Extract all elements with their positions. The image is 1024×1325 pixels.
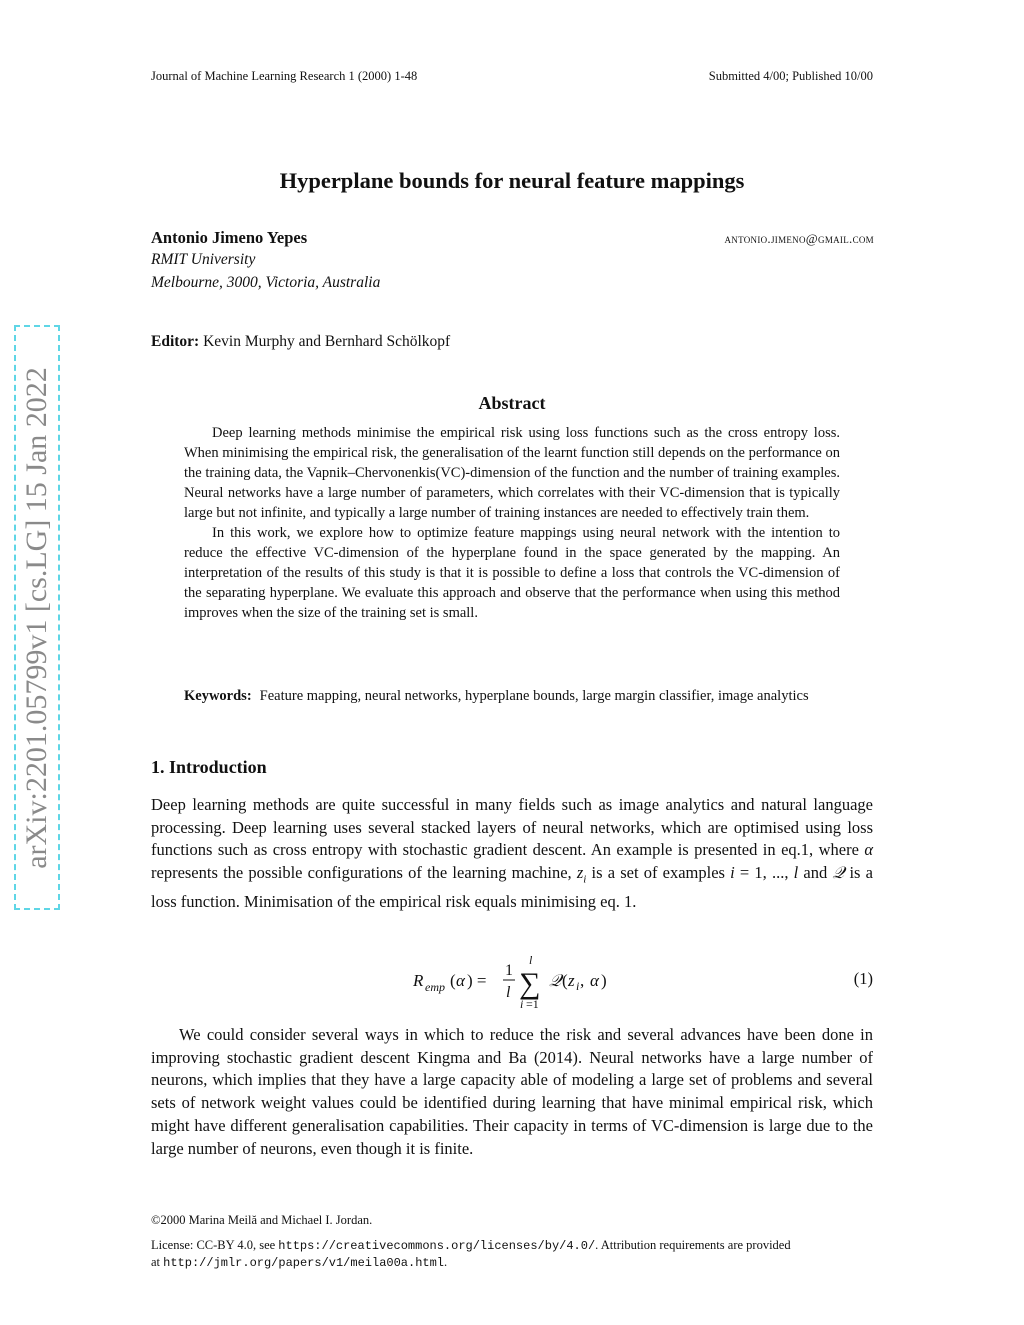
svg-text:l: l [506,984,511,1001]
abstract-body [184,423,840,623]
keywords [184,686,840,706]
license-line-2: at http://jmlr.org/papers/v1/meila00a.html. [151,1255,448,1270]
journal-header: Journal of Machine Learning Research 1 (2000) 1-48 [151,69,418,83]
author-affiliation: RMIT University [151,251,256,268]
section-heading-introduction: 1. Introduction [151,757,267,777]
editor-names: Kevin Murphy and Bernhard Schölkopf [203,333,451,350]
copyright-notice: ©2000 Marina Meilă and Michael I. Jordan. [151,1213,373,1227]
svg-text:,: , [580,971,585,990]
intro-paragraph-1: Deep learning methods are quite successful in many fields such as image analytics and natural language processing. Deep learning uses several stacked layers of neural networks, which are optimised using loss functions such as cross entropy with stochastic gradient descent. An example is presented in eq.1, where α represents the possible configurations of the learning machine, $z_i$ is a set of examples i = 1, ..., l and 𝒬 is a loss function. Minimisation of the empirical risk equals minimising eq. 1. [151,795,873,912]
keywords-list: Feature mapping, neural networks, hyperplane bounds, large margin classifier, image analytics [259,688,809,704]
svg-text:z: z [568,971,575,990]
svg-text:emp: emp [425,980,445,994]
abstract-paragraph-2: In this work, we explore how to optimize feature mappings using neural network with the intention to reduce the effective VC-dimension of the hyperplane found in the space generated by the mapping. An interpretation of the results of this study is that it is possible to define a loss that controls the VC-dimension of the separating hyperplane. We evaluate this approach and observe that the performance when using this method improves when the size of the training set is small. [184,525,840,621]
equation-number: (1) [853,969,873,988]
citation-year[interactable]: (2014) [533,1047,578,1067]
arxiv-id[interactable]: arXiv:2201.05799v1 [cs.LG] 15 Jan 2022 [20,366,53,869]
svg-text:(: ( [450,971,456,990]
svg-text:=1: =1 [526,997,539,1011]
citation-kingma-ba[interactable]: Kingma and Ba [417,1047,527,1067]
keywords-label: Keywords: [184,688,252,704]
svg-text:(: ( [562,971,568,990]
svg-text:i: i [576,979,580,993]
svg-text:): ) [601,971,607,990]
svg-text:l: l [529,953,533,967]
svg-text:α: α [590,971,599,990]
editor-label: Editor: [151,333,200,350]
author-name: Antonio Jimeno Yepes [151,228,308,247]
attribution-link[interactable]: http://jmlr.org/papers/v1/meila00a.html [163,1256,445,1270]
author-address: Melbourne, 3000, Victoria, Australia [151,274,381,291]
svg-text:𝒬: 𝒬 [549,971,562,990]
abstract-paragraph-1: Deep learning methods minimise the empirical risk using loss functions such as the cross entropy loss. When minimising the empirical risk, the generalisation of the learnt function still depends on the performance on the training data, the Vapnik–Chervonenkis(VC)-dimension of the function and the number of training examples. Neural networks have a large number of parameters, which correlates with their VC-dimension that is typically large but not infinite, and typically a large number of training instances are needed to effectively train them. [184,425,840,521]
svg-text:1: 1 [505,962,513,979]
svg-text:α: α [456,971,465,990]
editor-line [151,333,450,351]
svg-text:i: i [520,997,524,1011]
intro-paragraph-2: We could consider several ways in which to reduce the risk and several advances have been done in improving stochastic gradient descent Kingma and Ba (2014). Neural networks have a large number of neurons, which implies that they have a large capacity able of modeling a large set of problems and several sets of network weight values could be identified during learning that have minimal empirical risk, which might have different generalisation capabilities. Their capacity in terms of VC-dimension is large due to the large number of neurons, even though it is finite. [151,1025,873,1158]
svg-text:R: R [413,971,424,990]
submission-dates: Submitted 4/00; Published 10/00 [708,69,873,83]
paper-title: Hyperplane bounds for neural feature mappings [279,168,745,193]
license-link[interactable]: https://creativecommons.org/licenses/by/4.0/ [278,1239,596,1253]
svg-text:∑: ∑ [519,967,541,1000]
license-line-1: License: CC-BY 4.0, see https://creativecommons.org/licenses/by/4.0/. Attribution requirements are provided [151,1238,791,1253]
svg-text:) =: ) = [467,971,487,990]
author-email[interactable]: antonio.jimeno@gmail.com [724,231,874,246]
abstract-heading: Abstract [478,393,546,413]
